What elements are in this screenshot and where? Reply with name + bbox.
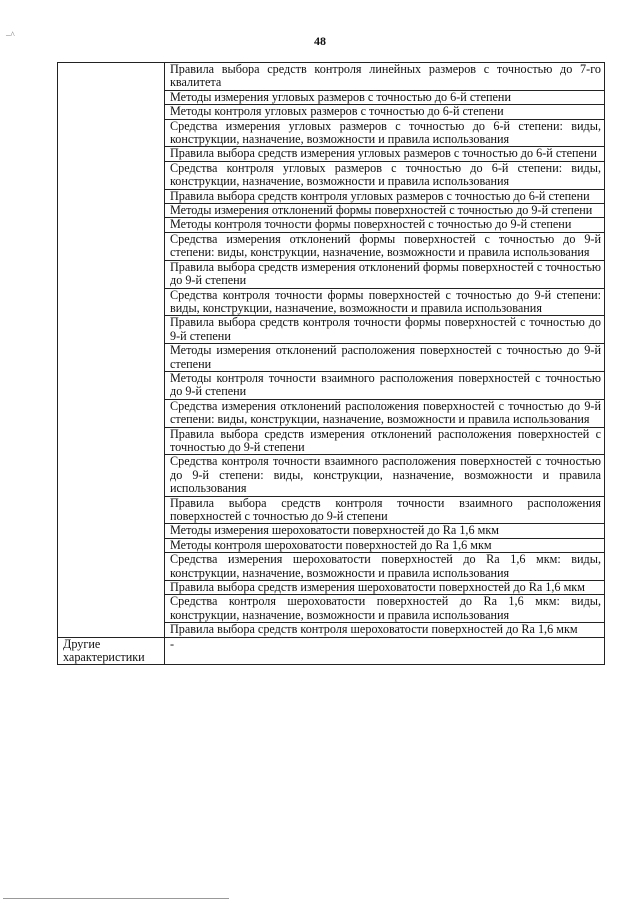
label-cell-empty: [58, 63, 165, 638]
requirement-cell: Правила выбора средств измерения шероховатости поверхностей до Ra 1,6 мкм: [165, 581, 605, 595]
requirement-cell: Правила выбора средств контроля линейных размеров с точностью до 7-го квалитета: [165, 63, 605, 91]
other-characteristics-label: Другие характеристики: [58, 637, 165, 665]
requirement-cell: Методы контроля угловых размеров с точностью до 6-й степени: [165, 105, 605, 119]
requirement-cell: Средства измерения отклонений расположения поверхностей с точностью до 9-й степени: виды, конструкции, назначение, возможности и правила использования: [165, 399, 605, 427]
footnote-rule: [3, 898, 229, 899]
scan-artifact: –^: [6, 30, 15, 40]
requirement-cell: Средства измерения шероховатости поверхностей до Ra 1,6 мкм: виды, конструкции, назначение, возможности и правила использования: [165, 553, 605, 581]
requirement-cell: Методы измерения шероховатости поверхностей до Ra 1,6 мкм: [165, 524, 605, 538]
requirement-cell: Средства контроля точности взаимного расположения поверхностей с точностью до 9-й степени: виды, конструкции, назначение, возможности и правила использования: [165, 455, 605, 496]
requirement-cell: Методы измерения отклонений формы поверхностей с точностью до 9-й степени: [165, 204, 605, 218]
table-row-other: [58, 637, 605, 665]
requirement-cell: Методы измерения отклонений расположения поверхностей с точностью до 9-й степени: [165, 344, 605, 372]
other-characteristics-value: -: [165, 637, 605, 665]
requirement-cell: Правила выбора средств измерения отклонений формы поверхностей с точностью до 9-й степени: [165, 260, 605, 288]
requirements-table-body: [58, 63, 605, 665]
requirements-table: [57, 62, 605, 665]
requirement-cell: Правила выбора средств контроля шероховатости поверхностей до Ra 1,6 мкм: [165, 623, 605, 637]
table-row: [58, 63, 605, 91]
requirement-cell: Средства измерения угловых размеров с точностью до 6-й степени: виды, конструкции, назначение, возможности и правила использования: [165, 119, 605, 147]
requirement-cell: Средства контроля шероховатости поверхностей до Ra 1,6 мкм: виды, конструкции, назначение, возможности и правила использования: [165, 595, 605, 623]
requirement-cell: Правила выбора средств контроля точности взаимного расположения поверхностей с точностью до 9-й степени: [165, 496, 605, 524]
requirement-cell: Средства контроля точности формы поверхностей с точностью до 9-й степени: виды, конструкции, назначение, возможности и правила использования: [165, 288, 605, 316]
requirement-cell: Методы контроля шероховатости поверхностей до Ra 1,6 мкм: [165, 538, 605, 552]
requirement-cell: Правила выбора средств измерения отклонений расположения поверхностей с точностью до 9-й степени: [165, 427, 605, 455]
requirement-cell: Методы измерения угловых размеров с точностью до 6-й степени: [165, 90, 605, 104]
requirement-cell: Средства контроля угловых размеров с точностью до 6-й степени: виды, конструкции, назначение, возможности и правила использования: [165, 161, 605, 189]
requirement-cell: Правила выбора средств контроля точности формы поверхностей с точностью до 9-й степени: [165, 316, 605, 344]
requirement-cell: Методы контроля точности формы поверхностей с точностью до 9-й степени: [165, 218, 605, 232]
page-number: 48: [314, 34, 326, 48]
requirement-cell: Правила выбора средств контроля угловых размеров с точностью до 6-й степени: [165, 189, 605, 203]
requirement-cell: Методы контроля точности взаимного расположения поверхностей с точностью до 9-й степени: [165, 371, 605, 399]
requirement-cell: Правила выбора средств измерения угловых размеров с точностью до 6-й степени: [165, 147, 605, 161]
requirement-cell: Средства измерения отклонений формы поверхностей с точностью до 9-й степени: виды, конструкции, назначение, возможности и правила использования: [165, 232, 605, 260]
